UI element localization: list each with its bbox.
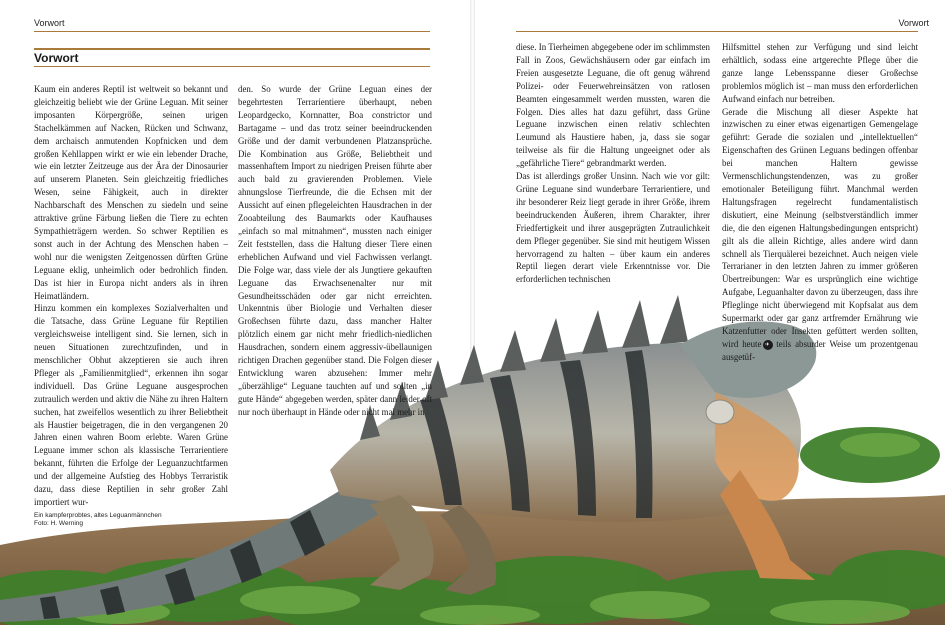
text-column-4	[722, 41, 918, 364]
paragraph: Gerade die Mischung all dieser Aspekte hat inzwischen zu einer etwas eigenartigen Gemengelage geführt: Gerade die sozialen und „intellektuellen“ Eigenschaften des Grünen Leguans bedingen offenbar bei manchen Haltern gewisse Vermenschlichungstendenzen, was zu großer emotionaler Beteiligung führt. Manchmal werden Haltungsfragen regelrecht fundamentalistisch diskutiert, eine Meinung (selbstverständlich immer die, die den eigenen Haltungsbedingungen entspricht) gilt als die allein Richtige, alles andere wird dann schnell als Tierquälerei bezeichnet. Auch neigen viele Terrarianer in den letzten Jahren zu immer größeren Übertreibungen: War es ursprünglich eine wichtige Aufgabe, Leguanhalter davon zu überzeugen, dass ihre Pfleglinge nicht überwiegend mit Kopfsalat aus dem Supermarkt oder gar ganz artfremder Ernährung wie Katzenfutter oder Insekten gefüttert werden sollten, wird heute in teils absurder Weise um prozentgenau ausgetüf-	[722, 106, 918, 362]
paragraph: Kaum ein anderes Reptil ist weltweit so bekannt und gleichzeitig beliebt wie der Grüne Leguan. Mit seiner imposanten Körpergröße, seinen urigen Stachelkämmen auf Nacken, Rücken und Schwanz, dem archaisch anmutenden Kopfnicken und dem großen Kehllappen wirkt er wie ein lebender Drache, wie ein letzter Zeitzeuge aus der Ära der Dinosaurier auf unserem Planeten. Sein gleichzeitig friedliches Wesen, seine Fähigkeit, auch in direkter Nachbarschaft des Menschen zu siedeln und seine attraktive grüne Färbung ließen die Tiere zu echten Sympathieträgern werden. So schwer Reptilien es sonst auch in der Achtung des Menschen haben – wohl nur die wenigsten Zeitgenossen dürften Grüne Leguane eklig, unheimlich oder bedrohlich finden. Das ist hier in Europa nicht anders als in ihren Heimatländern.	[34, 84, 228, 301]
paragraph: Hilfsmittel stehen zur Verfügung und sind leicht erhältlich, sodass eine artgerechte Pflege über die ganze lange Lebensspanne dieser Großechse problemlos möglich ist – man muss den erforderlichen Aufwand einfach nur betreiben.	[722, 42, 918, 104]
text-column-2	[238, 83, 432, 419]
running-head-right: Vorwort	[898, 18, 929, 28]
paragraph: den. So wurde der Grüne Leguan eines der begehrtesten Terrarientiere überhaupt, neben Leopardgecko, Kornnatter, Boa constrictor und Bartagame – und das trotz seiner beeindruckenden Größe und der damit verbundenen Platzansprüche. Die Kombination aus Größe, Beliebtheit und massenhaftem Import zu niedrigen Preisen führte aber auch bald zu gravierenden Problemen. Viele ahnungslose Tierfreunde, die die Echsen mit der Aussicht auf einen pflegeleichten Hausdrachen in der Zooabteilung des Baumarkts oder Kaufhauses „einfach so mal mitnahmen“, mussten nach einiger Zeit feststellen, dass die Haltung dieser Tiere einen erheblichen Aufwand und viel Fachwissen verlangt. Die Folge war, dass viele der als Jungtiere gekauften Leguane das Erwachsenenalter nur mit Gesundheitsschäden oder gar nicht erreichten. Unkenntnis über Biologie und Verhalten dieser Großechsen führte dazu, dass mancher Halter plötzlich einem gar nicht mehr friedlich-niedlichen Hausdrachen, sondern einem aggressiv-übellaunigen richtigen Drachen gegenüber stand. Die Folgen dieser Entwicklung waren abzusehen: Immer mehr „überzählige“ Leguane tauchten auf und sollten „in gute Hände“ abgegeben werden, später dann leider oft nur noch überhaupt in Hände oder nicht mal mehr in	[238, 84, 432, 417]
paragraph: Hinzu kommen ein komplexes Sozialverhalten und die Tatsache, dass Grüne Leguane für Reptilien vergleichsweise intelligent sind. Sie lernen, sich in neuen Situationen zurechtzufinden, und in menschlicher Obhut akzeptieren sie auch ihren Pfleger als „Familienmitglied“, erkennen ihn sogar individuell. Das Grüne Leguane ausgesprochen zutraulich werden und aktiv die Nähe zu ihren Haltern suchen, hat zweifellos wesentlich zu ihrer Beliebtheit als Haustier beigetragen, die in den vergangenen 20 Jahren einen wahren Boom erlebte. Waren Grüne Leguane immer schon als klassische Terrarientiere bekannt, führten die Erfolge der Leguanzuchtfarmen und der allgemeine Aufstieg des Hobbys Terraristik dazu, dass diese Reptilien in sehr großer Zahl importiert wur-	[34, 303, 228, 507]
photo-caption	[34, 512, 162, 528]
paragraph: diese. In Tierheimen abgegebene oder im schlimmsten Fall in Zoos, Gewächshäusern oder gar einfach im Freien ausgesetzte Leguane, die oft genug während Polizei- oder Feuerwehreinsätzen von ratlosen Beamten eingesammelt werden mussten, waren die Folgen. Dies alles hat dazu geführt, dass Grüne Leguane inzwischen einen relativ schlechten Leumund als Haustiere haben, ja, dass sie sogar teilweise als für die Haltung ungeeignet oder als „gefährliche Tiere“ gebrandmarkt werden.	[516, 42, 710, 169]
text-column-3	[516, 41, 710, 286]
text-column-1	[34, 83, 228, 509]
caption-text: Ein kampferprobtes, altes Leguanmännchen	[34, 512, 162, 519]
paragraph: Das ist allerdings großer Unsinn. Nach wie vor gilt: Grüne Leguane sind wunderbare Terrarientiere, und ihr besonderer Reiz liegt gerade in ihrer Größe, ihrem beeindruckenden Äußeren, ihrem Charakter, ihrer Friedfertigkeit und ihrer ausgeprägten Zutraulichkeit dem Pfleger gegenüber. Sie sind mit heutigem Wissen hervorragend zu halten – über kaum ein anderes Reptil liegen derart viele Erkenntnisse vor. Die erforderlichen technischen	[516, 171, 710, 285]
running-head-left: Vorwort	[34, 18, 65, 28]
caption-credit: Foto: H. Werning	[34, 520, 84, 527]
chapter-title: Vorwort	[34, 51, 79, 65]
